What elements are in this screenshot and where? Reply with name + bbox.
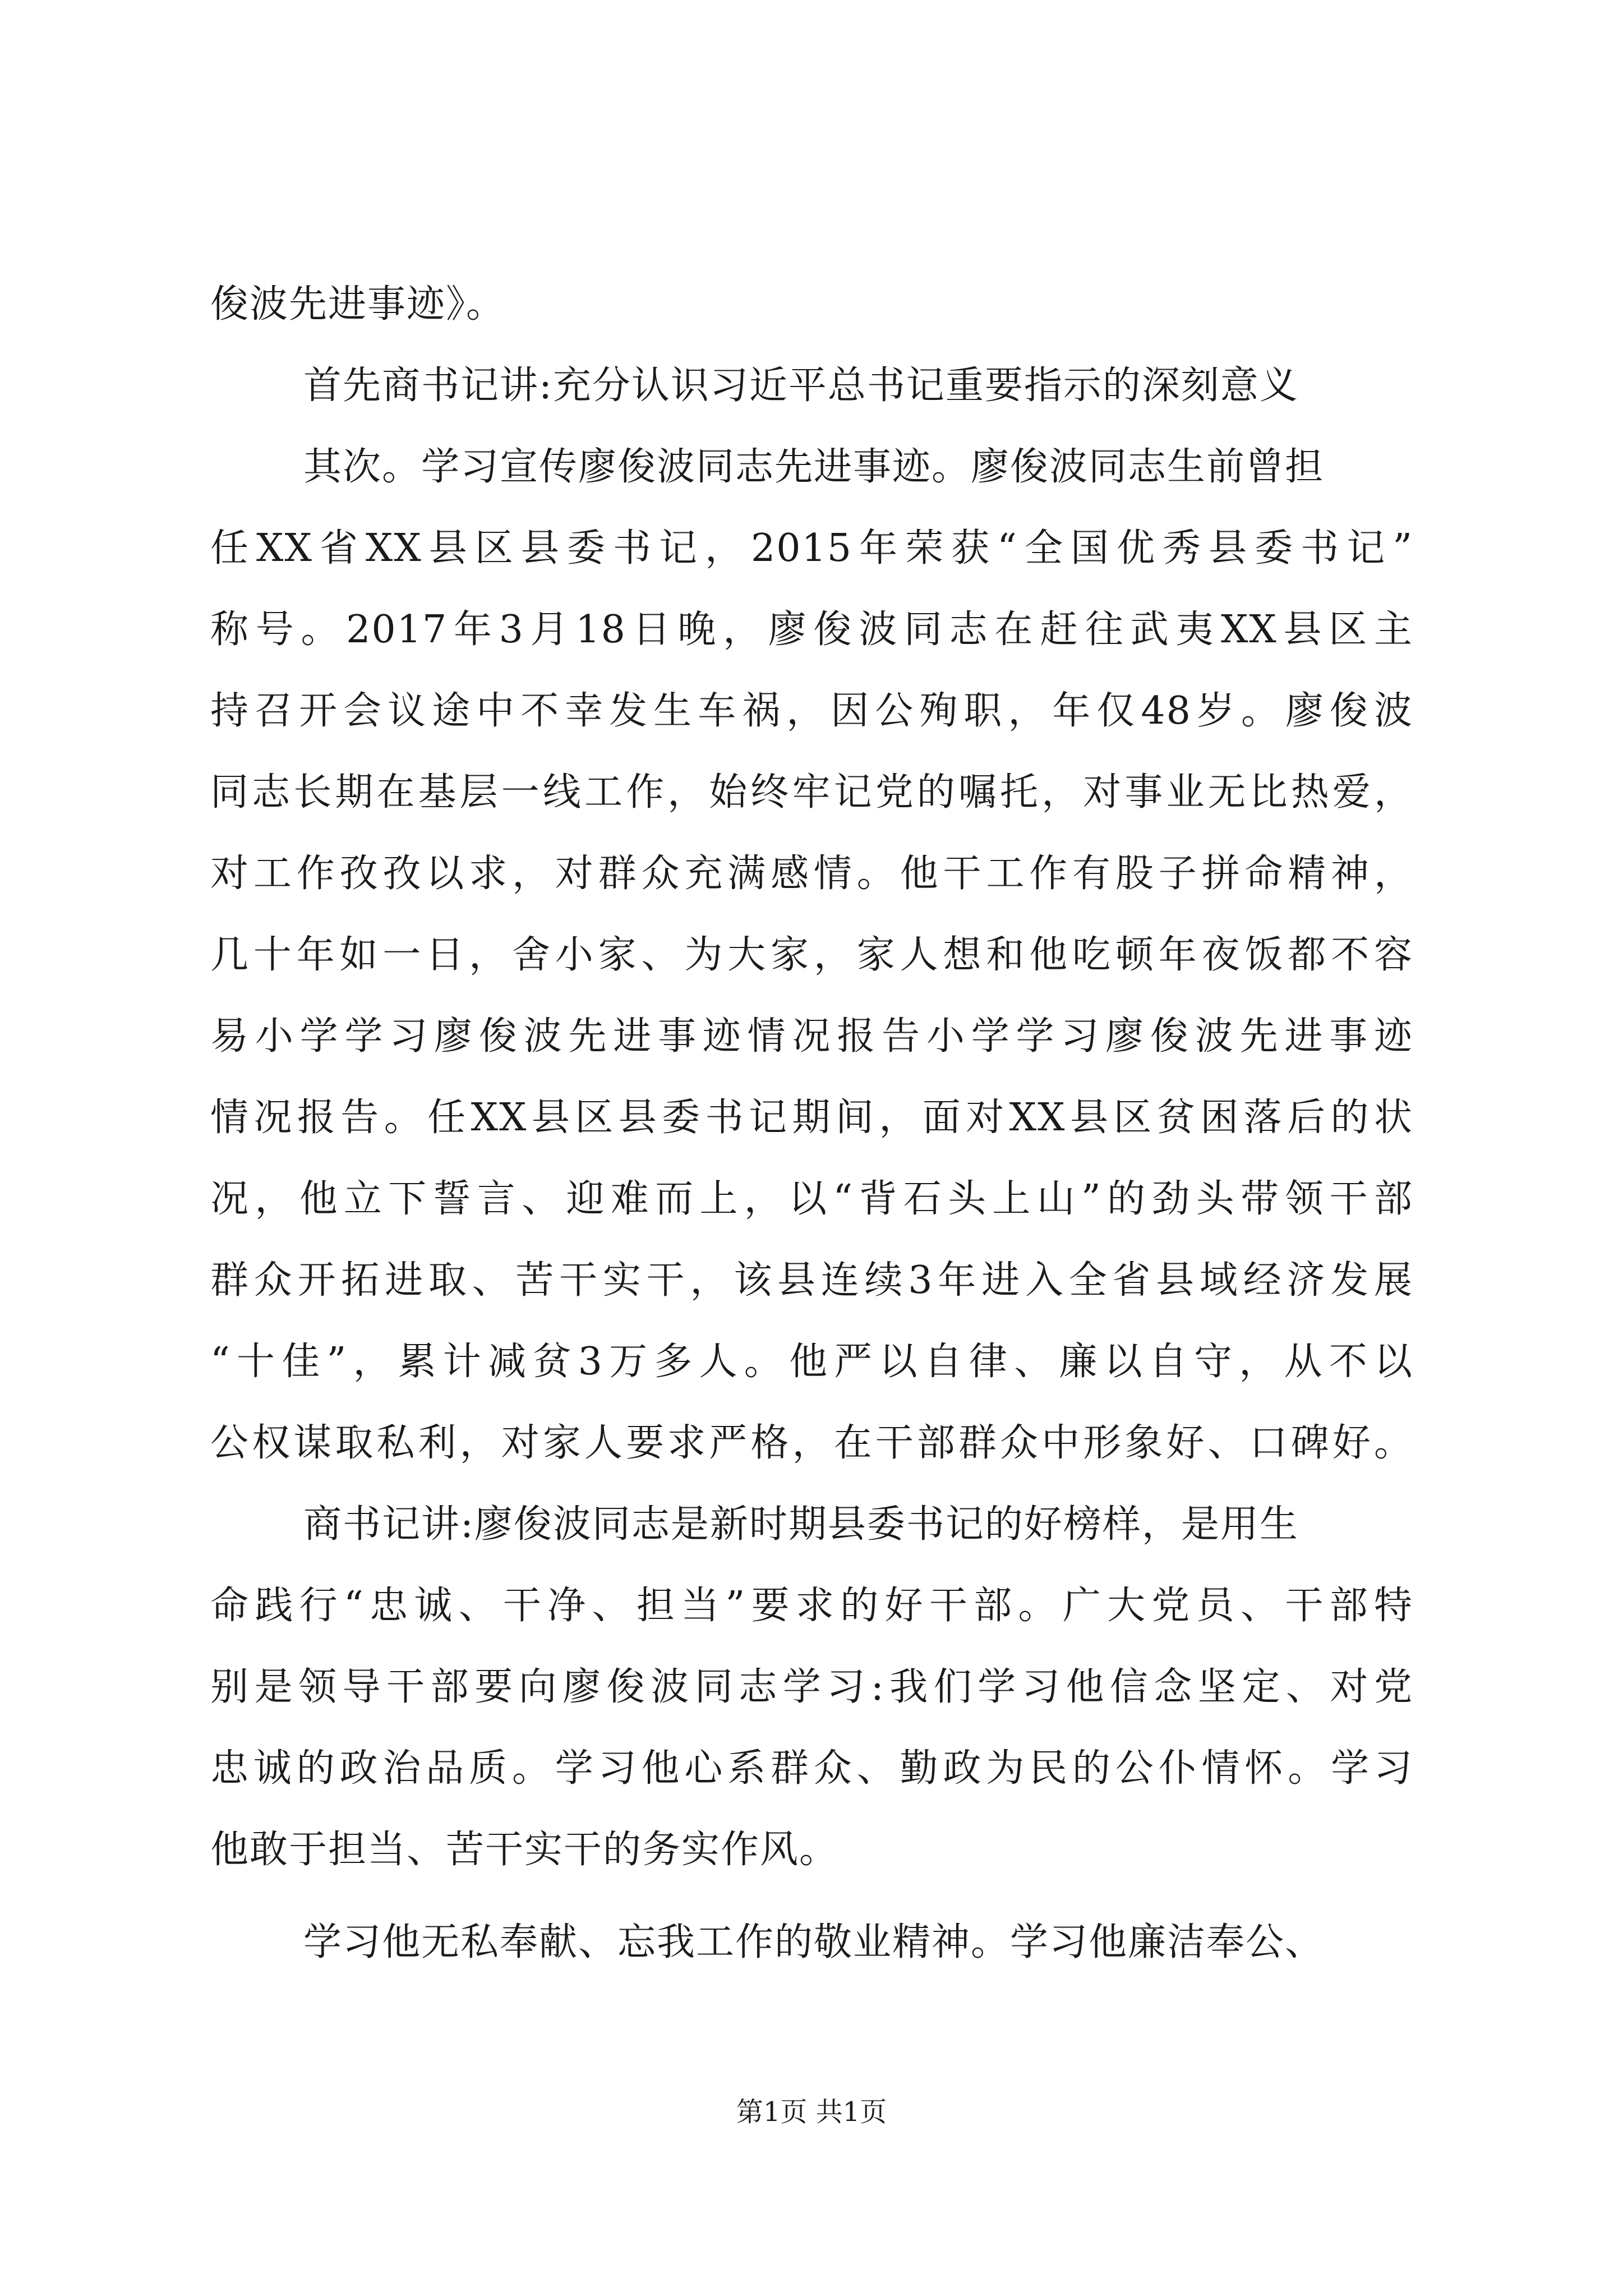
text-line: 情况报告。任XX县区县委书记期间，面对XX县区贫困落后的状 bbox=[210, 1096, 1413, 1140]
text-line: 商书记讲:廖俊波同志是新时期县委书记的好榜样，是用生 bbox=[303, 1502, 1299, 1547]
document-body bbox=[210, 264, 1413, 1983]
text-line: 其次。学习宣传廖俊波同志先进事迹。廖俊波同志生前曾担 bbox=[303, 445, 1325, 489]
text-line: 俊波先进事迹》。 bbox=[210, 282, 506, 326]
text-line: 持召开会议途中不幸发生车祸，因公殉职，年仅48岁。廖俊波 bbox=[210, 689, 1413, 733]
text-line: 公权谋取私利，对家人要求严格，在干部群众中形象好、口碑好。 bbox=[210, 1421, 1413, 1465]
text-line: 首先商书记讲:充分认识习近平总书记重要指示的深刻意义 bbox=[303, 364, 1299, 408]
text-line: 易小学学习廖俊波先进事迹情况报告小学学习廖俊波先进事迹 bbox=[210, 1014, 1413, 1059]
text-line: 学习他无私奉献、忘我工作的敬业精神。学习他廉洁奉公、 bbox=[303, 1920, 1325, 1964]
text-line: 他敢于担当、苦干实干的务实作风。 bbox=[210, 1828, 839, 1872]
text-line: 任XX省XX县区县委书记，2015年荣获“全国优秀县委书记” bbox=[210, 526, 1413, 570]
text-line: 称号。2017年3月18日晚，廖俊波同志在赶往武夷XX县区主 bbox=[210, 608, 1413, 652]
text-line: 忠诚的政治品质。学习他心系群众、勤政为民的公仆情怀。学习 bbox=[210, 1746, 1413, 1791]
text-line: 对工作孜孜以求，对群众充满感情。他干工作有股子拼命精神， bbox=[210, 852, 1413, 896]
page-footer: 第1页 共1页 bbox=[736, 2096, 887, 2128]
text-line: 别是领导干部要向廖俊波同志学习:我们学习他信念坚定、对党 bbox=[210, 1665, 1413, 1709]
text-line: 况，他立下誓言、迎难而上，以“背石头上山”的劲头带领干部 bbox=[210, 1177, 1413, 1221]
text-line: 同志长期在基层一线工作，始终牢记党的嘱托，对事业无比热爱， bbox=[210, 770, 1413, 815]
text-line: “十佳”，累计减贫3万多人。他严以自律、廉以自守，从不以 bbox=[210, 1340, 1413, 1384]
text-line: 几十年如一日，舍小家、为大家，家人想和他吃顿年夜饭都不容 bbox=[210, 933, 1413, 977]
text-line: 群众开拓进取、苦干实干，该县连续3年进入全省县域经济发展 bbox=[210, 1258, 1413, 1303]
text-line: 命践行“忠诚、干净、担当”要求的好干部。广大党员、干部特 bbox=[210, 1584, 1413, 1628]
